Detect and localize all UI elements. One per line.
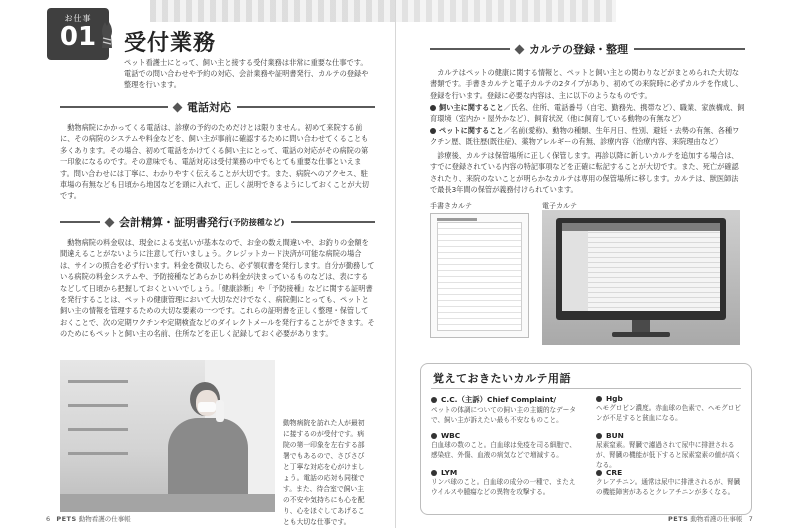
badge-label: お仕事 xyxy=(64,14,92,23)
bullet-pet-head: ペットに関すること xyxy=(439,126,504,135)
label-electronic-chart: 電子カルテ xyxy=(542,202,577,210)
bullet-pet xyxy=(430,125,745,148)
page-number-left: 6 xyxy=(46,515,51,523)
glossary-term: BUN xyxy=(606,431,624,440)
glossary-term: CRE xyxy=(606,468,623,477)
glossary-item xyxy=(431,394,579,426)
glossary-item xyxy=(431,431,579,461)
section-title-billing: 会計精算・証明書発行 xyxy=(119,216,229,229)
section-subtitle-billing: (予防接種など) xyxy=(229,216,285,227)
header-pattern xyxy=(396,0,616,22)
section-title-phone: 電話対応 xyxy=(187,101,231,114)
section-heading-chart xyxy=(430,38,745,60)
page-title: 受付業務 xyxy=(124,30,217,56)
header-pattern xyxy=(150,0,395,22)
section-heading-phone xyxy=(60,96,375,118)
handwritten-chart-image xyxy=(430,213,529,338)
glossary-box xyxy=(420,363,752,515)
phone-body: 動物病院にかかってくる電話は、診療の予約のためだけとは限りません。初めて来院する前に、その病院のシステムや料金などを、飼い主が事前に確認するために問い合わせてくることも多くあります。その場合、初めて電話をかけてくる飼い主にとって、電話の対応がその病院の第一印象になるのです。その意味でも、電話対応は受付業務の中でもとても重要な仕事といえます。問い合わせには丁寧に、わかりやすく伝えることが大切です。また、病院へのアクセス、駐車場の有無なども日頃から地図などを頭に入れて、正しく説明できるようにしておくことが大切です。 xyxy=(60,123,369,201)
chart-storage-body: 診療後、カルテは保管場所に正しく保管します。再診以降に新しいカルテを追加する場合は、すでに登録されている内容の特記事項などを正確に転記することが大切です。また、死亡が確認されたり、来院のないことが明らかなカルテは専用の保管場所に移します。カルテは、獣医師法で最長3年間の保管が義務付けられています。 xyxy=(430,151,739,195)
label-handwritten-chart: 手書きカルテ xyxy=(430,202,472,210)
glossary-desc: ペットの体調についての飼い主の主観的なデータで、飼い主が訴えたい最も不安なものこと。 xyxy=(431,406,576,424)
folio-brand-right: PETS xyxy=(668,515,689,523)
diamond-icon xyxy=(515,44,525,54)
glossary-desc: ヘモグロビン濃度。赤血球の色素で、ヘモグロビンが不足すると貧血になる。 xyxy=(596,404,741,422)
electronic-chart-image xyxy=(542,210,740,345)
glossary-item xyxy=(596,468,744,498)
glossary-term: LYM xyxy=(441,468,458,477)
photo-caption: 動物病院を訪れた人が最初に接するのが受付です。病院の第一印象を左右する部署でもあるので、さびさびと丁寧な対応を心がけましょう。電話の応対も同様です。また、待合室で飼い主の不安や気持ちにも心を配り、心をほぐしてあげることも大切な仕事です。 xyxy=(283,419,365,526)
badge-number: 01 xyxy=(59,22,97,52)
section-title-chart: カルテの登録・整理 xyxy=(529,43,628,56)
folio-text-right: 動物看護の仕事帳 xyxy=(690,515,743,523)
glossary-title: 覚えておきたいカルテ用語 xyxy=(433,372,571,385)
chart-intro: カルテはペットの健康に関する情報と、ペットと飼い主との関わりなどがまとめられた大切な書類です。手書きカルテと電子カルテの2タイプがあり、初めての来院時に必ずカルテを作成し、登録を行います。登録に必要な内容は、主に以下のようなものです。 xyxy=(430,68,743,100)
bullet-pet-text: ／名前(愛称)、動物の種類、生年月日、性別、避妊・去勢の有無、各種ワクチン歴、既往歴(既往症)、薬物アレルギーの有無、診療内容（治療内容、来院理由など） xyxy=(430,126,740,147)
intro-text: ペット看護士にとって、飼い主と接する受付業務は非常に重要な仕事です。電話での問い合わせや予約の対応、会計業務や証明書発行、カルテの登録や整理を行います。 xyxy=(124,58,369,89)
glossary-desc: リンパ球のこと。白血球の成分の一種で、またえウイルスや腫瘍などの異物を攻撃する。 xyxy=(431,478,576,496)
cat-mascot-icon xyxy=(100,22,114,48)
diamond-icon xyxy=(105,217,115,227)
glossary-desc: 尿素窒素。腎臓で濾過されて尿中に排泄されるが、腎臓の機能が低下すると尿素窒素の値が高くなる。 xyxy=(596,441,742,469)
billing-body: 動物病院の料金収は、現金による支払いが基本なので、お金の数え間違いや、お釣りの金額を間違えることがないように注意して行いましょう。クレジットカード決済が可能な病院の場合は、サインの照合を必ず行います。料金を徴収したら、必ず領収書を発行します。自分が勤務している病院の料金システムや、予防接種などあらかじめ料金が決まっているものなどは、表にするなどして日頃から把握しておくといいでしょう。「健康診断」や「予防接種」などに関する証明書を発行することは、ペットの健康管理において大切なだけでなく、病院側にとっても、ペットと飼い主の情報を管理するための大切な要素の一つです。これらの証明書を正しく整理・保管しておくことで、次の定期ワクチンや定期検査などのダイレクトメールを発行することができます。そのためにもペットと飼い主の名前、住所などを正しく記録しておく必要があります。 xyxy=(60,238,375,339)
bullet-owner-text: ／氏名、住所、電話番号（自宅、勤務先、携帯など）、職業、家族構成、飼育環境（室内か・屋外かなど）、飼育状況（他に飼育している動物の有無など） xyxy=(430,103,745,124)
page-number-right: 7 xyxy=(748,515,753,523)
glossary-desc: クレアチニン。通常は尿中に排泄されるが、腎臓の機能障害があるとクレアチニンが多くなる。 xyxy=(596,478,741,496)
bullet-owner xyxy=(430,102,745,125)
diamond-icon xyxy=(173,102,183,112)
folio-left xyxy=(46,514,131,523)
glossary-desc: 白血球の数のこと。白血球は免疫を司る細胞で、感染症、外傷、血液の病気などで増減する。 xyxy=(431,441,576,459)
glossary-item xyxy=(431,468,579,498)
folio-right xyxy=(668,514,753,523)
bullet-owner-head: 飼い主に関すること xyxy=(439,103,504,112)
folio-text-left: 動物看護の仕事帳 xyxy=(78,515,131,523)
glossary-item xyxy=(596,431,744,470)
glossary-term: Hgb xyxy=(606,394,623,403)
glossary-term: WBC xyxy=(441,431,461,440)
glossary-item xyxy=(596,394,744,424)
reception-photo xyxy=(60,360,275,512)
glossary-term: C.C.（主訴）Chief Complaint/ xyxy=(441,395,557,404)
section-heading-billing xyxy=(60,211,375,233)
folio-brand-left: PETS xyxy=(56,515,77,523)
